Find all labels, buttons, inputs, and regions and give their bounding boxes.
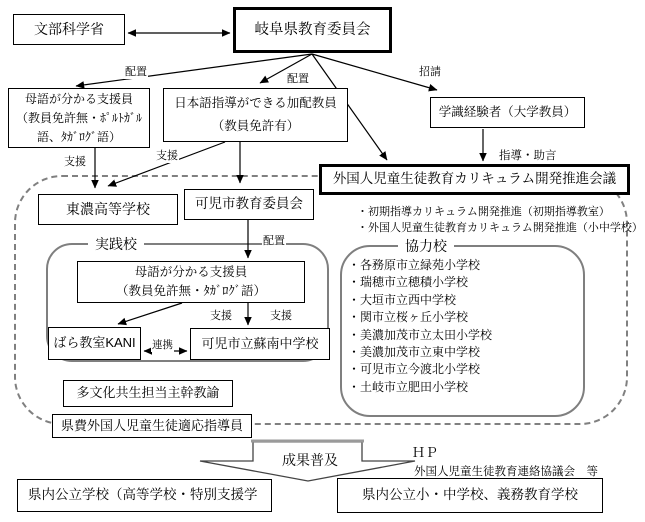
council-note-2: ・外国人児童生徒教育カリキュラム開発推進（小中学校） (357, 222, 643, 234)
hp-note-line2: 外国人児童生徒教育連絡協議会 等 (414, 466, 598, 478)
node-council (319, 164, 630, 195)
cooperating-group-title: 協力校 (398, 236, 454, 256)
edge-label-place2: 配置 (286, 70, 310, 86)
edge-label-support1: 支援 (63, 153, 87, 169)
connector-gifu-native-supporter (76, 54, 312, 86)
node-pref-elem-jhs-label: 県内公立小・中学校、義務教育学校 (362, 487, 578, 503)
edge-label-support4: 支援 (269, 307, 293, 323)
cooperating-school-item: ・土岐市立肥田小学校 (348, 379, 469, 394)
hp-note-line1: ＨＰ (412, 445, 439, 460)
node-mext (13, 14, 125, 45)
cooperating-school-list (348, 257, 492, 396)
node-gifu-boe (233, 7, 392, 53)
node-native-supporter-line3: 語、ﾀｶﾞﾛｸﾞ語） (36, 129, 121, 144)
node-tabunka-teacher (63, 380, 233, 407)
cooperating-school-item: ・美濃加茂市立東中学校 (348, 345, 481, 360)
edge-label-place3: 配置 (262, 232, 286, 248)
node-tono-hs (38, 194, 178, 225)
connector-practice-supporter-bara (118, 303, 182, 324)
node-scholar (430, 97, 585, 128)
node-sonan-jhs (190, 328, 330, 360)
node-jp-teacher-line1: 日本語指導ができる加配教員 (174, 96, 337, 110)
node-sonan-jhs-label: 可児市立蘇南中学校 (201, 335, 319, 351)
node-native-supporter (8, 88, 150, 148)
node-kenpi-instructor-label: 県費外国人児童生徒適応指導員 (60, 417, 243, 433)
edge-label-cooperation: 連携 (152, 339, 173, 351)
node-jp-teacher-line2: （教員免許有） (211, 119, 300, 134)
node-bara-classroom-label: ばら教室KANI (53, 335, 136, 351)
practice-group-title: 実践校 (88, 234, 144, 254)
cooperating-school-item: ・可児市立今渡北小学校 (348, 362, 481, 377)
node-pref-elem-jhs (337, 478, 603, 513)
cooperating-school-item: ・美濃加茂市立太田小学校 (348, 327, 493, 342)
node-practice-supporter (77, 261, 305, 303)
node-bara-classroom (48, 327, 141, 360)
cooperating-school-item: ・大垣市立西中学校 (348, 292, 457, 307)
node-native-supporter-line2: （教員免許無・ﾎﾟﾙﾄｶﾞﾙ (15, 110, 142, 125)
cooperating-school-item: ・瑞穂市立穂積小学校 (348, 275, 469, 290)
council-note-1: ・初期指導カリキュラム開発推進（初期指導教室） (357, 206, 610, 218)
edge-label-support3: 支援 (209, 307, 233, 323)
edge-label-place1: 配置 (124, 63, 148, 79)
node-kani-boe-label: 可児市教育委員会 (195, 196, 303, 212)
edge-label-support2: 支援 (155, 147, 179, 163)
node-jp-teacher (163, 88, 348, 142)
edge-label-invite: 招請 (418, 63, 442, 79)
node-gifu-boe-label: 岐阜県教育委員会 (254, 21, 371, 38)
node-scholar-label: 学識経験者（大学教員） (438, 104, 577, 119)
node-tono-hs-label: 東濃高等学校 (66, 200, 150, 217)
cooperating-school-item: ・各務原市立緑苑小学校 (348, 258, 481, 272)
node-tabunka-teacher-label: 多文化共生担当主幹教諭 (76, 385, 220, 401)
node-practice-supporter-line2: （教員免許無・ﾀｶﾞﾛｸﾞ語） (115, 284, 266, 298)
node-council-label: 外国人児童生徒教育カリキュラム開発推進会議 (332, 171, 617, 187)
cooperating-school-item: ・関市立桜ヶ丘小学校 (348, 310, 469, 325)
edge-label-dissemination: 成果普及 (282, 452, 338, 468)
node-native-supporter-line1: 母語が分かる支援員 (24, 91, 133, 106)
node-mext-label: 文部科学省 (34, 20, 104, 37)
edge-label-guidance: 指導・助言 (498, 147, 558, 163)
node-kenpi-instructor (52, 414, 252, 438)
node-practice-supporter-line1: 母語が分かる支援員 (134, 265, 248, 279)
node-pref-public-schools (17, 479, 272, 512)
node-kani-boe (184, 189, 314, 220)
node-pref-public-schools-label: 県内公立学校（高等学校・特別支援学 (28, 487, 258, 503)
